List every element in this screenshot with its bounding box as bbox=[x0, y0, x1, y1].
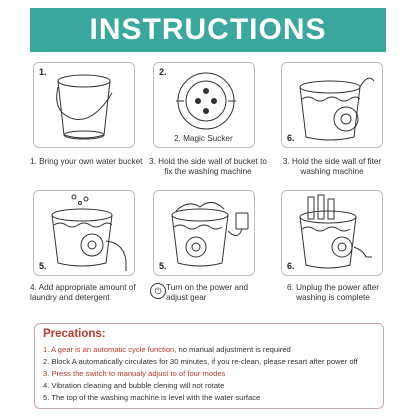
precaution-item: 3. Press the switch to manualy adjust to of four modes bbox=[43, 369, 226, 378]
bucket-laundry-icon bbox=[154, 191, 254, 275]
bucket-unplug-icon bbox=[282, 191, 382, 275]
precaution-item: 1. A gear is an automatic cycle function, no manual adjustment is required bbox=[43, 345, 291, 354]
step-caption-6: 6. Unplug the power after washing is complete bbox=[287, 283, 379, 302]
magic-sucker-label: 2. Magic Sucker bbox=[174, 134, 233, 143]
step-panel-4 bbox=[33, 190, 135, 276]
title-banner bbox=[30, 8, 386, 52]
step-number: 5. bbox=[39, 261, 47, 271]
precaution-item: 2. Block A automatically circulates for 30 minutes, if you re-clean, please resart after power off bbox=[43, 357, 358, 366]
precaution-item: 4. Vibration cleaning and bubble clening will not rotate bbox=[43, 381, 225, 390]
step-caption-1: 1. Bring your own water bucket bbox=[30, 157, 143, 166]
step-number: 2. bbox=[159, 67, 167, 77]
step-panel-3 bbox=[281, 62, 383, 148]
step-caption-5: Turn on the power and adjust gear bbox=[166, 283, 249, 302]
step-number: 6. bbox=[287, 133, 295, 143]
step-panel-1 bbox=[33, 62, 135, 148]
step-panel-5 bbox=[153, 190, 255, 276]
step-caption-3: 3. Hold the side wall of fiter washing machine bbox=[282, 157, 382, 176]
step-number: 5. bbox=[159, 261, 167, 271]
step-number: 6. bbox=[287, 261, 295, 271]
precautions-title: Precations: bbox=[43, 328, 106, 340]
power-icon: ⏻ bbox=[150, 283, 166, 299]
bucket-machine-icon bbox=[282, 63, 382, 147]
page-title: INSTRUCTIONS bbox=[89, 13, 327, 46]
precautions-box bbox=[34, 323, 384, 409]
step-caption-2: 3. Hold the side wall of bucket to fix the washing machine bbox=[149, 157, 267, 176]
step-panel-2 bbox=[153, 62, 255, 148]
bucket-bubbles-icon bbox=[34, 191, 134, 275]
step-caption-4: 4. Add appropriate amount of laundry and detergent bbox=[30, 283, 136, 302]
precautions-list bbox=[43, 344, 379, 404]
bucket-icon bbox=[34, 63, 134, 147]
precaution-item: 5. The top of the washing machine is level with the water surface bbox=[43, 393, 261, 402]
step-panel-6 bbox=[281, 190, 383, 276]
step-number: 1. bbox=[39, 67, 47, 77]
